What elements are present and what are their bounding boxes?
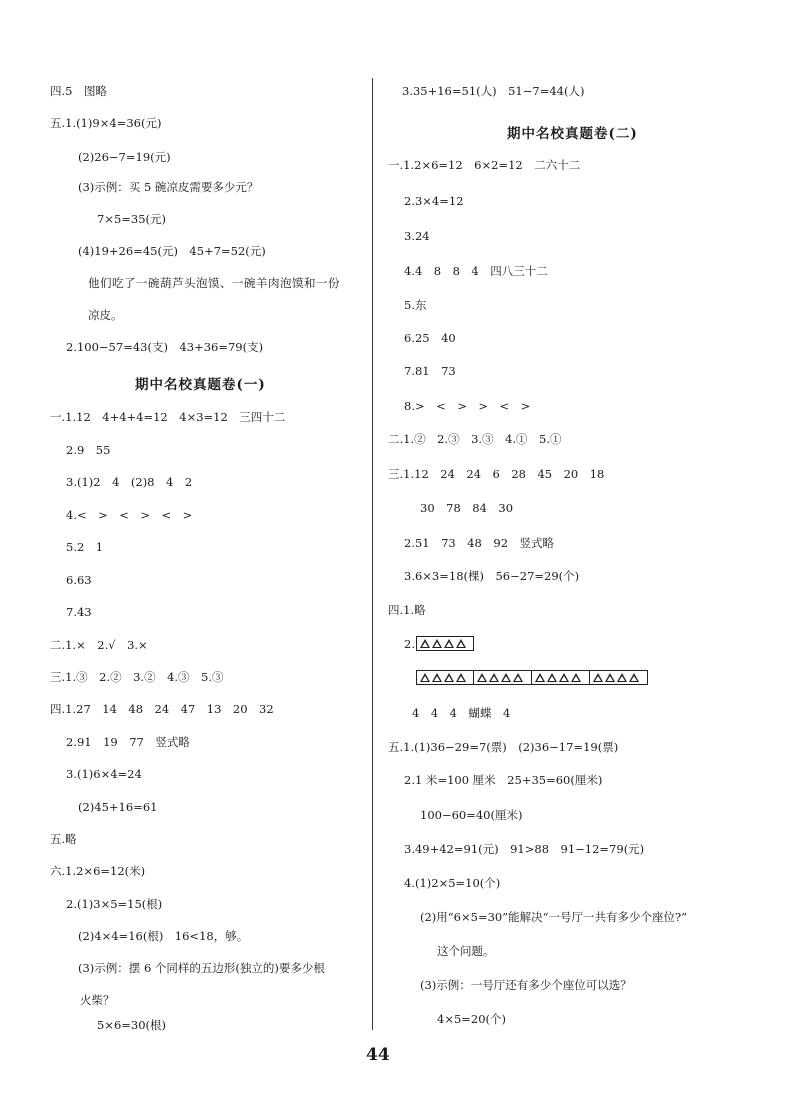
answer-line: 一.1.12 4+4+4=12 4×3=12 三四十二	[50, 410, 286, 424]
answer-line: 4×5=20(个)	[437, 1012, 507, 1026]
answer-line: 5×6=30(根)	[97, 1018, 167, 1032]
answer-line: 三.1.12 24 24 6 28 45 20 18	[388, 467, 605, 481]
answer-line: 5.东	[404, 298, 427, 312]
triangle-icon	[571, 673, 581, 682]
triangle-group-row	[416, 670, 648, 685]
answer-line: 六.1.2×6=12(米)	[50, 864, 146, 878]
triangle-group	[590, 670, 648, 685]
answer-line: (3)示例：一号厅还有多少个座位可以选？	[420, 978, 632, 992]
answer-line: 7.43	[66, 605, 92, 619]
triangle-icon	[513, 673, 523, 682]
answer-line: (4)19+26=45(元) 45+7=52(元)	[78, 244, 266, 258]
triangle-icon	[432, 639, 442, 648]
answer-line: 这个问题。	[437, 944, 495, 958]
answer-line: 2.91 19 77 竖式略	[66, 735, 190, 749]
answer-line: 4.(1)2×5=10(个)	[404, 876, 501, 890]
triangle-icon	[605, 673, 615, 682]
triangle-icon	[617, 673, 627, 682]
answer-line: 2.51 73 48 92 竖式略	[404, 536, 555, 550]
answer-line: 6.63	[66, 573, 92, 587]
answer-line: (2)用“6×5=30”能解决“一号厅一共有多少个座位?”	[420, 910, 688, 924]
answer-line: 3.35+16=51(人) 51−7=44(人)	[402, 84, 585, 98]
answer-line: 他们吃了一碗葫芦头泡馍、一碗羊肉泡馍和一份	[88, 276, 340, 290]
triangle-icon	[535, 673, 545, 682]
triangle-icon	[432, 673, 442, 682]
triangle-icon	[420, 639, 430, 648]
answer-line: 2.100−57=43(支) 43+36=79(支)	[66, 340, 264, 354]
answer-line: (3)示例：买 5 碗凉皮需要多少元？	[78, 180, 259, 194]
triangle-icon	[456, 673, 466, 682]
answer-line: 2.(1)3×5=15(根)	[66, 897, 163, 911]
triangle-group	[416, 670, 474, 685]
answer-line: 四.5 图略	[50, 84, 107, 98]
answer-line: 2.3×4=12	[404, 194, 464, 208]
answer-line: 3.6×3=18(棵) 56−27=29(个)	[404, 569, 580, 583]
answer-line: 一.1.2×6=12 6×2=12 二六十二	[388, 158, 581, 172]
triangle-icon	[456, 639, 466, 648]
answer-line: 4.4 8 8 4 四八三十二	[404, 264, 548, 278]
answer-line: 7×5=35(元)	[97, 212, 167, 226]
answer-line: 3.24	[404, 229, 430, 243]
answer-line: 8.> < > > < >	[404, 399, 531, 413]
answer-line: 四.1.略	[388, 603, 426, 617]
answer-line: 2.	[404, 637, 415, 651]
answer-line: (2)26−7=19(元)	[78, 150, 171, 164]
answer-line: 凉皮。	[88, 308, 123, 322]
section-title-midterm-2: 期中名校真题卷(二)	[507, 126, 638, 142]
answer-line: 五.1.(1)36−29=7(票) (2)36−17=19(票)	[388, 740, 619, 754]
triangle-icon	[477, 673, 487, 682]
answer-line: 4.< > < > < >	[66, 508, 193, 522]
triangle-icon	[501, 673, 511, 682]
answer-line: 2.1 米=100 厘米 25+35=60(厘米)	[404, 773, 603, 787]
answer-line: 四.1.27 14 48 24 47 13 20 32	[50, 702, 274, 716]
answer-line: 三.1.③ 2.② 3.② 4.③ 5.③	[50, 670, 224, 684]
answer-line: 3.(1)2 4 (2)8 4 2	[66, 475, 193, 489]
triangle-group-pattern	[416, 636, 474, 651]
answer-line: (3)示例：摆 6 个同样的五边形(独立的)要多少根	[78, 961, 325, 975]
triangle-icon	[593, 673, 603, 682]
answer-line: (2)45+16=61	[78, 800, 158, 814]
triangle-icon	[559, 673, 569, 682]
answer-line: 5.2 1	[66, 540, 104, 554]
answer-line: 6.25 40	[404, 331, 456, 345]
answer-line: 二.1.× 2.√ 3.×	[50, 638, 148, 652]
page-number: 44	[366, 1045, 390, 1065]
answer-line: 4 4 4 蝴蝶 4	[412, 706, 511, 720]
section-title-midterm-1: 期中名校真题卷(一)	[135, 377, 266, 393]
triangle-icon	[444, 639, 454, 648]
answer-line: 二.1.② 2.③ 3.③ 4.① 5.①	[388, 432, 562, 446]
answer-line: (2)4×4=16(根) 16<18，够。	[78, 929, 249, 943]
triangle-icon	[547, 673, 557, 682]
answer-line: 100−60=40(厘米)	[420, 808, 523, 822]
column-divider	[372, 78, 373, 1030]
triangle-icon	[629, 673, 639, 682]
answer-line: 2.9 55	[66, 443, 111, 457]
triangle-group	[532, 670, 590, 685]
answer-line: 五.1.(1)9×4=36(元)	[50, 116, 162, 130]
answer-line: 火柴？	[80, 993, 115, 1007]
answer-line: 3.49+42=91(元) 91>88 91−12=79(元)	[404, 842, 645, 856]
triangle-group	[474, 670, 532, 685]
answer-line: 7.81 73	[404, 364, 456, 378]
triangle-icon	[489, 673, 499, 682]
triangle-icon	[420, 673, 430, 682]
answer-line: 30 78 84 30	[420, 501, 514, 515]
answer-line: 五.略	[50, 832, 77, 846]
answer-line: 3.(1)6×4=24	[66, 767, 142, 781]
triangle-icon	[444, 673, 454, 682]
